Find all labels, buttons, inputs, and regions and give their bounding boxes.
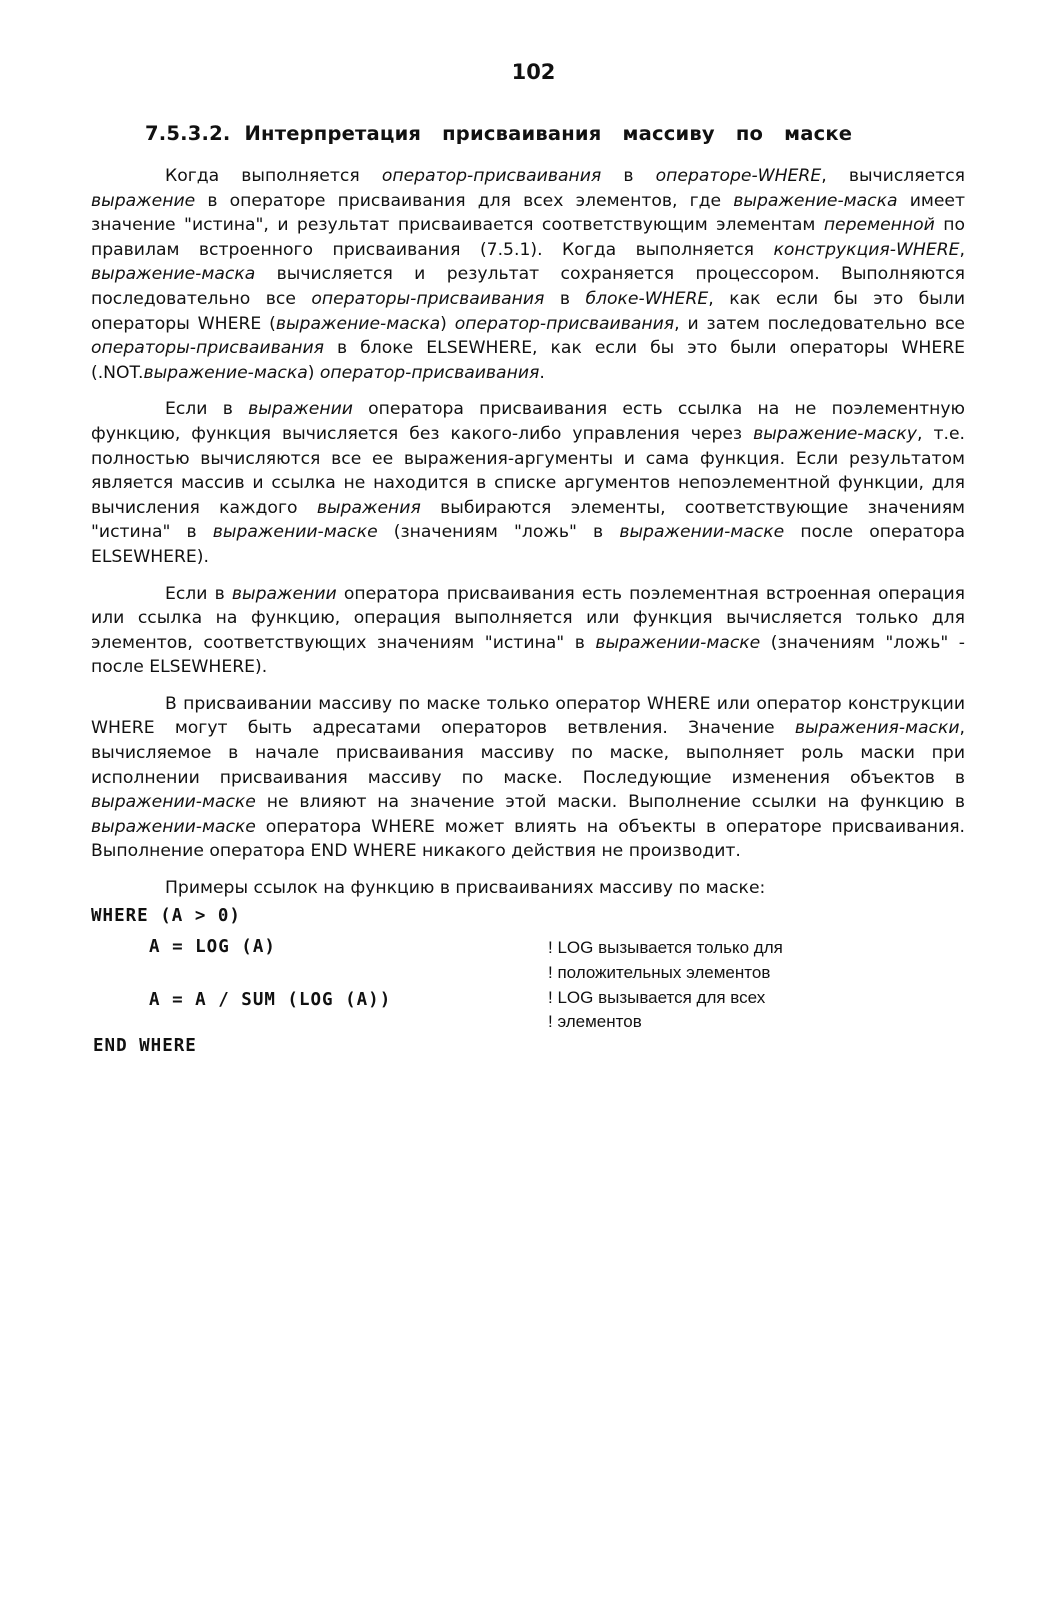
italic-term: оператор-присваивания xyxy=(381,166,602,186)
text-run: оператора присваивания есть поэлементная встроенная операция или ссылка на функцию, операция выполняется или функция вычисляется только для элементов, соответствующих значениям "истина" в xyxy=(91,583,965,653)
text-run: в блоке ELSEWHERE, как если бы это были операторы WHERE (.NOT. xyxy=(91,338,965,383)
text-run: по правилам встроенного присваивания (7.5.1). Когда выполняется xyxy=(91,215,965,260)
text-run: , как если бы это были операторы WHERE ( xyxy=(91,288,966,334)
text-run: Когда выполняется xyxy=(165,166,382,186)
text-run: , вычисляемое в начале присваивания массиву по маске, выполняет роль маски при исполнении присваивания массиву по маске. Последующие изменения объектов в xyxy=(91,718,965,788)
italic-term: выражение-маска xyxy=(275,313,441,334)
italic-term: конструкция-WHERE xyxy=(773,239,960,260)
text-run: в xyxy=(601,166,656,186)
italic-term: выражение-маску xyxy=(753,423,917,444)
code-line: A = LOG (A) xyxy=(149,937,276,957)
text-run: , и затем последовательно все xyxy=(674,313,965,334)
paragraph xyxy=(91,582,965,680)
italic-term: выражении xyxy=(231,583,337,604)
italic-term: операторы-присваивания xyxy=(311,288,545,309)
italic-term: выражении-маске xyxy=(619,522,785,543)
italic-term: выражении-маске xyxy=(91,816,256,837)
italic-term: операторе-WHERE xyxy=(655,166,822,186)
section-title: Интерпретация присваивания массиву по маске xyxy=(244,122,853,145)
italic-term: блоке-WHERE xyxy=(585,288,709,309)
italic-term: выражении-маске xyxy=(212,522,378,543)
paragraph xyxy=(91,164,965,385)
code-comment: ! положительных элементов xyxy=(548,963,771,982)
italic-term: выражении-маске xyxy=(91,792,256,813)
text-run: ) xyxy=(440,313,455,334)
italic-term: оператор-присваивания xyxy=(319,362,540,383)
text-run: в xyxy=(544,288,586,309)
italic-term: выражении-маске xyxy=(595,632,761,653)
italic-term: выражении xyxy=(248,399,353,420)
code-line: END WHERE xyxy=(93,1036,197,1056)
text-run: , xyxy=(959,239,965,260)
italic-term: оператор-присваивания xyxy=(454,313,675,334)
italic-term: выражение-маска xyxy=(91,264,256,285)
code-comment: ! элементов xyxy=(548,1012,642,1031)
text-run: оператора присваивания есть ссылка на не поэлементную функцию, функция вычисляется без какого-либо управления через xyxy=(91,399,965,444)
text-run: , вычисляется xyxy=(821,166,966,186)
code-example xyxy=(91,906,965,1066)
page-number: 102 xyxy=(511,60,556,84)
text-run: (значениям "ложь" - после ELSEWHERE). xyxy=(91,632,966,678)
italic-term: выражение xyxy=(91,190,196,211)
text-run: после оператора ELSEWHERE). xyxy=(91,522,965,567)
text-run: вычисляется и результат сохраняется процессором. Выполняются последовательно все xyxy=(91,264,965,309)
body-text xyxy=(91,164,965,901)
code-line: A = A / SUM (LOG (A)) xyxy=(149,990,392,1010)
italic-term: выражение-маска xyxy=(143,362,308,383)
italic-term: выражение-маска xyxy=(733,190,898,211)
italic-term: выражения xyxy=(316,497,421,518)
text-run: Если в xyxy=(165,583,232,604)
paragraph xyxy=(91,692,965,864)
text-run: (значениям "ложь" в xyxy=(377,522,620,543)
text-run: , т.е. полностью вычисляются все ее выражения-аргументы и сама функция. Если результатом является массив и ссылка не находится в списке аргументов непоэлементной функции, для вычисления каждого xyxy=(91,423,965,518)
paragraph xyxy=(91,397,965,569)
text-run: В присваивании массиву по маске только оператор WHERE или оператор конструкции WHERE могут быть адресатами операторов ветвления. Значение xyxy=(91,693,965,739)
italic-term: переменной xyxy=(823,215,935,236)
italic-term: выражения-маски xyxy=(794,718,960,739)
text-run: . xyxy=(539,362,545,383)
code-line: WHERE (A > 0) xyxy=(91,906,241,926)
text-run: Примеры ссылок на функцию в присваиваниях массиву по маске: xyxy=(165,878,766,899)
text-run: в операторе присваивания для всех элементов, где xyxy=(195,190,734,211)
text-run: Если в xyxy=(165,399,249,420)
text-run: не влияют на значение этой маски. Выполнение ссылки на функцию в xyxy=(255,792,965,813)
text-run: ) xyxy=(307,362,320,383)
text-run: выбираются элементы, соответствующие значениям "истина" в xyxy=(91,497,965,543)
text-run: имеет значение "истина", и результат присваивается соответствующим элементам xyxy=(91,190,966,236)
section-heading xyxy=(145,122,965,145)
italic-term: операторы-присваивания xyxy=(91,338,324,359)
text-run: оператора WHERE может влиять на объекты в операторе присваивания. Выполнение оператора END WHERE никакого действия не производит. xyxy=(91,816,965,862)
section-number: 7.5.3.2. xyxy=(145,122,231,145)
code-comment: ! LOG вызывается только для xyxy=(548,938,783,957)
code-comment: ! LOG вызывается для всех xyxy=(548,988,766,1007)
paragraph xyxy=(91,876,965,901)
